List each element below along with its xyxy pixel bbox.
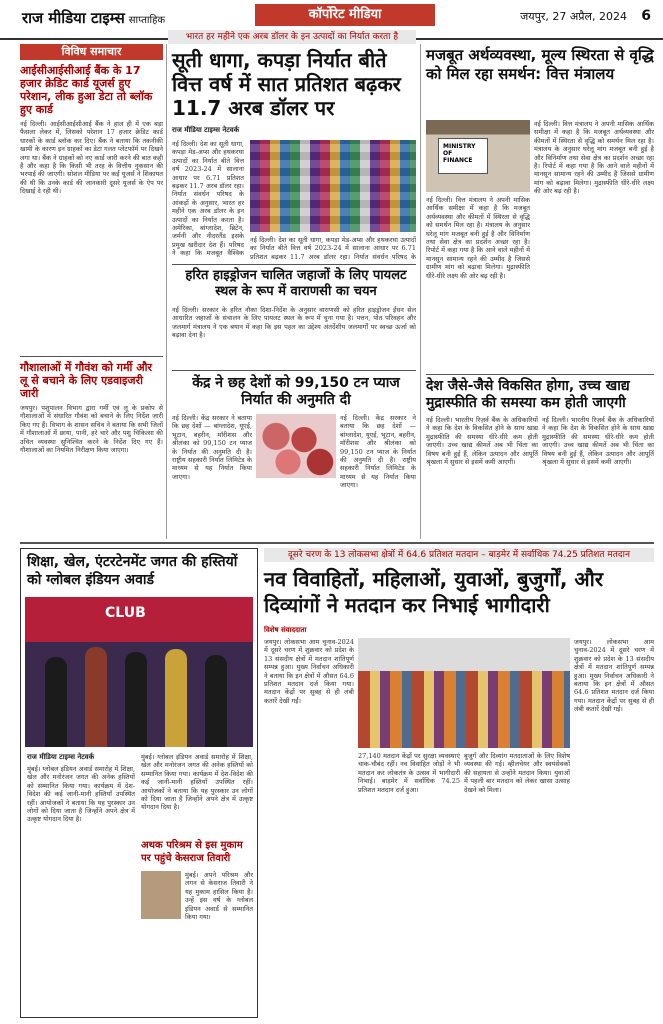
vote-body-col1: जयपुर। लोकसभा आम चुनाव-2024 में दूसरे चरण में शुक्रवार को प्रदेश के 13 संसदीय क्षेत्रों में मतदान शांतिपूर्ण सम्पन्न हुआ। मुख्य निर्वाचन अधिकारी ने बताया कि इन क्षेत्रों में औसत 64.6 प्रतिशत मतदान दर्ज किया गया। मतदान केंद्रों पर सुबह से ही लंबी कतारें देखी गईं। <box>264 638 354 705</box>
lead-body: नई दिल्ली। देश का सूती धागा, कपड़ा मेड-अप्स और हथकरघा उत्पादों का निर्यात बीते वित्त वर्ष 2023-24 में सालाना आधार पर 6.71 प्रतिशत बढ़कर 11.7 अरब डॉलर रहा। निर्यात संवर्धन परिषद के आंकड़ों के अनुसार, भारत हर महीने एक अरब डॉलर के इन उत्पादों का निर्यात करता है। अमेरिका, बांग्लादेश, ब्रिटेन, जर्मनी और नीदरलैंड इसके प्रमुख खरीदार देश हैं। परिषद ने कहा कि मजबूत वैश्विक <box>172 140 244 258</box>
hydrogen-body: नई दिल्ली। सरकार के हरित नौका दिशा-निर्देश के अनुसार वाराणसी को हरित हाइड्रोजन ईंधन सेल आधारित जहाजों के संचालन के लिए पायलट स्थल के रूप में चुना गया है। पत्तन, पोत परिवहन और जलमार्ग मंत्रालय ने एक बयान में कहा कि इस पहल का उद्देश्य अंतर्देशीय जलमार्गों पर स्वच्छ ऊर्जा को बढ़ावा देना है। <box>172 306 416 340</box>
finance-headline: मजबूत अर्थव्यवस्था, मूल्य स्थिरता से वृद्धि को मिल रहा समर्थन: वित्त मंत्रालय <box>426 46 654 83</box>
left-column <box>20 44 163 574</box>
award-photo <box>25 597 253 747</box>
person-figure <box>85 647 107 747</box>
award-sub-headline: अथक परिश्रम से इस मुकाम पर पहुंचे केसराज तिवारी <box>141 840 243 864</box>
column-rule <box>166 44 167 539</box>
section-divider <box>20 542 654 544</box>
lead-headline: सूती धागा, कपड़ा निर्यात बीते वित्त वर्ष में सात प्रतिशत बढ़कर 11.7 अरब डॉलर पर <box>172 48 401 120</box>
portrait-photo <box>141 871 181 919</box>
onion-body: नई दिल्ली। केंद्र सरकार ने बताया कि छह देशों — बांग्लादेश, यूएई, भूटान, बहरीन, मॉरीशस और श्रीलंका को 99,150 टन प्याज के निर्यात की अनुमति दी है। राष्ट्रीय सहकारी निर्यात लिमिटेड के माध्यम से यह निर्यात किया जाएगा। <box>172 414 252 481</box>
vote-body-col2: 27,140 मतदान केंद्रों पर सुरक्षा व्यवस्थाएं चाक-चौबंद रहीं। नव विवाहित जोड़ों ने भी मतदान कर लोकतंत्र के उत्सव में भागीदारी निभाई। बाड़मेर में सर्वाधिक 74.25 प्रतिशत मतदान दर्ज हुआ। <box>358 752 460 794</box>
award-box <box>20 548 258 1018</box>
story-headline: आईसीआईसीआई बैंक के 17 हजार क्रेडिट कार्ड यूजर्स हुए परेशान, लीक हुआ डेटा तो ब्लॉक हुए कार्ड <box>20 64 153 116</box>
byline: राज मीडिया टाइम्स नेटवर्क <box>27 753 95 761</box>
page-number: 6 <box>641 8 651 24</box>
vote-headline: नव विवाहितों, महिलाओं, युवाओं, बुजुर्गों, और दिव्यांगों ने मतदान कर निभाई भागीदारी <box>264 567 604 617</box>
inflation-headline: देश जैसे-जैसे विकसित होगा, उच्च खाद्य मुद्रास्फीति की समस्या कम होती जाएगी <box>426 378 630 411</box>
divider <box>20 356 163 357</box>
inflation-body-continued: नई दिल्ली। भारतीय रिज़र्व बैंक के अधिकारियों ने कहा कि देश के विकसित होने के साथ खाद्य मुद्रास्फीति की समस्या धीरे-धीरे कम होती जाएगी। उच्च खाद्य कीमतें अब भी चिंता का विषय बनी हुई हैं, लेकिन उत्पादन और आपूर्ति श्रृंखला में सुधार से इसमें कमी आएगी। <box>542 416 654 467</box>
vote-body-col4: जयपुर। लोकसभा आम चुनाव-2024 में दूसरे चरण में शुक्रवार को प्रदेश के 13 संसदीय क्षेत्रों में मतदान शांतिपूर्ण सम्पन्न हुआ। मुख्य निर्वाचन अधिकारी ने बताया कि इन क्षेत्रों में औसत 64.6 प्रतिशत मतदान दर्ज किया गया। मतदान केंद्रों पर सुबह से ही लंबी कतारें देखी गईं। <box>574 638 654 714</box>
event-banner: CLUB <box>105 605 146 621</box>
divider <box>426 374 654 375</box>
lead-story <box>172 48 416 135</box>
section-title: कॉर्पोरेट मीडिया <box>255 4 435 26</box>
story-headline: गौशालाओं में गौवंश को गर्मी और लू से बचाने के लिए एडवाइजरी जारी <box>20 361 152 400</box>
onion-headline: केंद्र ने छह देशों को 99,150 टन प्याज निर्यात की अनुमति दी <box>192 375 400 408</box>
hydrogen-headline: हरित हाइड्रोजन चालित जहाजों के लिए पायलट स्थल के रूप में वाराणसी का चयन <box>185 268 407 299</box>
onion-body-continued: नई दिल्ली। केंद्र सरकार ने बताया कि छह देशों — बांग्लादेश, यूएई, भूटान, बहरीन, मॉरीशस और श्रीलंका को 99,150 टन प्याज के निर्यात की अनुमति दी है। राष्ट्रीय सहकारी निर्यात लिमिटेड के माध्यम से यह निर्यात किया जाएगा। <box>340 414 416 490</box>
finance-body-continued: नई दिल्ली। वित्त मंत्रालय ने अपनी मासिक आर्थिक समीक्षा में कहा है कि मजबूत अर्थव्यवस्था और कीमतों में स्थिरता से वृद्धि को समर्थन मिल रहा है। मंत्रालय के अनुसार घरेलू मांग मजबूत बनी हुई है और विनिर्माण तथा सेवा क्षेत्र का प्रदर्शन अच्छा रहा है। रिपोर्ट में कहा गया है कि आने वाले महीनों में मानसून सामान्य रहने की उम्मीद है जिससे ग्रामीण मांग को बढ़ावा मिलेगा। मुद्रास्फीति धीरे-धीरे लक्ष्य की ओर बढ़ रही है। <box>426 196 530 280</box>
ministry-plaque: MINISTRY OF FINANCE <box>438 138 488 174</box>
person-figure <box>165 649 187 747</box>
ministry-photo <box>426 120 530 192</box>
lead-kicker: भारत हर महीने एक अरब डॉलर के इन उत्पादों का निर्यात करता है <box>168 30 416 44</box>
award-sub-body: मुंबई। अपने परिश्रम और लगन से केसराज तिवारी ने यह मुकाम हासिल किया है। उन्हें इस वर्ष के ग्लोबल इंडियन अवार्ड से सम्मानित किया गया। <box>185 871 253 922</box>
award-body: मुंबई। ग्लोबल इंडियन अवार्ड समारोह में शिक्षा, खेल और मनोरंजन जगत की अनेक हस्तियों को सम्मानित किया गया। कार्यक्रम में देश-विदेश की कई जानी-मानी हस्तियाँ उपस्थित रहीं। आयोजकों ने बताया कि यह पुरस्कार उन लोगों को दिया जाता है जिन्होंने अपने क्षेत्र में उत्कृष्ट योगदान दिया है। <box>27 765 135 824</box>
fabric-photo <box>250 140 416 232</box>
byline: विशेष संवाददाता <box>264 626 307 634</box>
finance-body: नई दिल्ली। वित्त मंत्रालय ने अपनी मासिक आर्थिक समीक्षा में कहा है कि मजबूत अर्थव्यवस्था और कीमतों में स्थिरता से वृद्धि को समर्थन मिल रहा है। मंत्रालय के अनुसार घरेलू मांग मजबूत बनी हुई है और विनिर्माण तथा सेवा क्षेत्र का प्रदर्शन अच्छा रहा है। रिपोर्ट में कहा गया है कि आने वाले महीनों में मानसून सामान्य रहने की उम्मीद है जिससे ग्रामीण मांग को बढ़ावा मिलेगा। मुद्रास्फीति धीरे-धीरे लक्ष्य की ओर बढ़ रही है। <box>534 120 654 196</box>
person-figure <box>45 657 67 747</box>
byline: राज मीडिया टाइम्स नेटवर्क <box>172 126 240 134</box>
vote-kicker: दूसरे चरण के 13 लोकसभा क्षेत्रों में 64.6 प्रतिशत मतदान – बाड़मेर में सर्वाधिक 74.25 प्रतिशत मतदान <box>264 548 654 562</box>
inflation-body: नई दिल्ली। भारतीय रिज़र्व बैंक के अधिकारियों ने कहा कि देश के विकसित होने के साथ खाद्य मुद्रास्फीति की समस्या धीरे-धीरे कम होती जाएगी। उच्च खाद्य कीमतें अब भी चिंता का विषय बनी हुई हैं, लेकिन उत्पादन और आपूर्ति श्रृंखला में सुधार से इसमें कमी आएगी। <box>426 416 538 467</box>
voters-photo <box>358 638 570 748</box>
award-body-continued: मुंबई। ग्लोबल इंडियन अवार्ड समारोह में शिक्षा, खेल और मनोरंजन जगत की अनेक हस्तियों को सम्मानित किया गया। कार्यक्रम में देश-विदेश की कई जानी-मानी हस्तियाँ उपस्थित रहीं। आयोजकों ने बताया कि यह पुरस्कार उन लोगों को दिया जाता है जिन्होंने अपने क्षेत्र में उत्कृष्ट योगदान दिया है। <box>141 753 253 812</box>
edition-label: साप्ताहिक <box>128 15 166 26</box>
paper-name: राज मीडिया टाइम्स साप्ताहिक <box>22 9 166 27</box>
column-tab: विविध समाचार <box>20 44 163 60</box>
divider <box>172 264 416 265</box>
onion-photo <box>256 414 336 478</box>
lead-body-continued: नई दिल्ली। देश का सूती धागा, कपड़ा मेड-अप्स और हथकरघा उत्पादों का निर्यात बीते वित्त वर्ष 2023-24 में सालाना आधार पर 6.71 प्रतिशत बढ़कर 11.7 अरब डॉलर रहा। निर्यात संवर्धन परिषद के <box>250 236 416 260</box>
story-body: नई दिल्ली। आईसीआईसीआई बैंक ने हाल ही में एक बड़ा फैसला लेकर में, लिसको परेशान 17 हजार क्रेडिट कार्ड धारकों के कार्ड ब्लॉक कर दिए। बैंक ने बताया कि तकनीकी खामी के कारण इन ग्राहकों का डेटा गलत प्लेटफॉर्म पर दिखने लगा था। बैंक ने ग्राहकों को नए कार्ड जारी करने की बात कही है और कहा है कि किसी भी तरह के वित्तीय नुकसान की भरपाई की जाएगी। सोशल मीडिया पर कई यूजर्स ने शिकायत की थी कि उनके कार्ड की जानकारी दूसरे यूजर्स के ऐप पर दिखाई दे रही थी। <box>20 120 163 196</box>
award-headline: शिक्षा, खेल, एंटरटेनमेंट जगत की हस्तियों को ग्लोबल इंडियन अवार्ड <box>27 554 238 588</box>
column-rule <box>420 44 421 539</box>
story-body: जयपुर। पशुपालन विभाग द्वारा गर्मी एवं लू के प्रकोप से गौशालाओं में संधारित गौवंश को बचाने के लिए निर्देश जारी किए गए हैं। विभाग के शासन सचिव ने बताया कि सभी जिलों में गौशालाओं में छाया, पानी, हरे चारे और पशु चिकित्सा की उचित व्यवस्था सुनिश्चित करने के निर्देश दिए गए हैं। गौशालाओं का नियमित निरीक्षण किया जाएगा। <box>20 404 163 455</box>
vote-body-col3: बुजुर्ग और दिव्यांग मतदाताओं के लिए विशेष व्यवस्था की गई। व्हीलचेयर और स्वयंसेवकों की सहायता से उन्होंने मतदान किया। युवाओं में पहली बार मतदान को लेकर खासा उत्साह देखने को मिला। <box>464 752 570 794</box>
person-figure <box>125 652 147 747</box>
divider <box>172 370 416 371</box>
person-figure <box>205 655 227 747</box>
issue-date: जयपुर, 27 अप्रैल, 2024 <box>520 10 627 23</box>
